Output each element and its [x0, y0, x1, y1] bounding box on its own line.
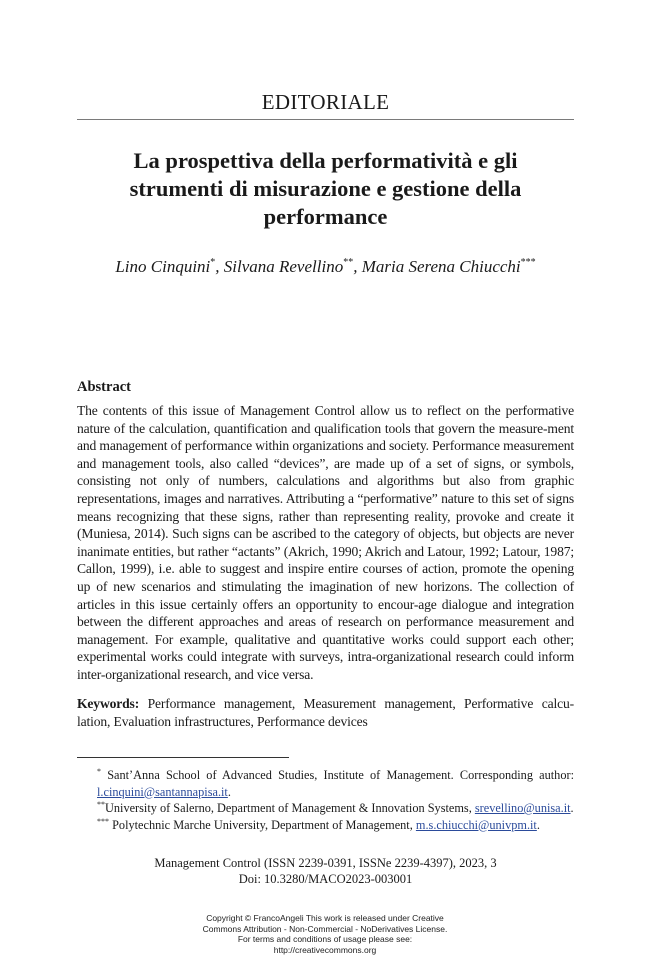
footnote-text: University of Salerno, Department of Management & Innovation Systems,: [105, 801, 472, 815]
abstract-body: The contents of this issue of Management Control allow us to reflect on the performative nature of the calculation, quantification and qualification tools that govern the measure-ment and management of performance within organizations and society. Performance measurement and management tools, also called “devices”, are made up of a set of signs, or symbols, consisting not only of numbers, calculations and algorithms but also from graphic representations, images and narratives. Attributing a “performative” nature to this set of signs means recognizing that these signs, rather than representing reality, provoke and create it (Muniesa, 2014). Such signs can be ascribed to the category of objects, but objects are never inanimate entities, but rather “actants” (Akrich, 1990; Akrich and Latour, 1992; Latour, 1987; Callon, 1999), i.e. able to suggest and inspire entire courses of action, promote the opening up of new scenarios and stimulating the imagination of new horizons. The collection of articles in this issue certainly offers an opportunity to encour-age dialogue and integration between the different approaches and areas of research on performance measurement and management. For example, qualitative and quantitative works could support each other; experimental works could integrate with surveys, intra-organizational research could inform inter-organizational research, and vice versa.: [77, 403, 574, 682]
footnote-text: Sant’Anna School of Advanced Studies, Institute of Management. Corresponding author:: [107, 768, 574, 782]
footnote-3: [77, 817, 574, 834]
abstract-heading: Abstract: [77, 379, 131, 395]
license-line: Copyright © FrancoAngeli This work is released under Creative: [206, 913, 444, 923]
license-notice: [150, 913, 500, 955]
section-heading: EDITORIALE: [261, 90, 390, 114]
email-link[interactable]: srevellino@unisa.it: [474, 801, 571, 815]
author-footnote-mark[interactable]: *: [210, 257, 216, 268]
footnote-period: .: [570, 801, 574, 815]
author-list: Lino Cinquini*, Silvana Revellino**, Maria Serena Chiucchi***: [115, 257, 536, 276]
license-line: Commons Attribution - Non-Commercial - NoDerivatives License.: [202, 923, 448, 934]
keywords-paragraph: [77, 695, 574, 731]
header-divider: [77, 119, 574, 120]
footnote-1: [77, 767, 574, 800]
license-url[interactable]: http://creativecommons.org: [273, 944, 377, 955]
email-link[interactable]: l.cinquini@santannapisa.it: [97, 784, 228, 799]
footnote-mark: ***: [97, 816, 109, 826]
author-name: Silvana Revellino: [223, 257, 344, 276]
footnote-text: Polytechnic Marche University, Department of Management,: [112, 817, 413, 832]
email-link[interactable]: m.s.chiucchi@univpm.it: [415, 817, 537, 832]
footnote-2: [77, 800, 574, 817]
footnote-mark: *: [97, 767, 101, 776]
footnote-period: .: [536, 817, 540, 832]
keywords-list: Performance management, Measurement management, Performative calcu-lation, Evaluation infrastructures, Performance devices: [77, 696, 575, 729]
author-footnote-mark[interactable]: **: [343, 257, 354, 268]
journal-info: Management Control (ISSN 2239-0391, ISSNe 2239-4397), 2023, 3: [154, 856, 497, 870]
license-line: For terms and conditions of usage please see:: [237, 934, 413, 944]
author-footnote-mark[interactable]: ***: [520, 257, 536, 268]
journal-citation: [77, 855, 574, 887]
author-name: Maria Serena Chiucchi: [361, 257, 521, 276]
article-title: La prospettiva della performatività e gli strumenti di misurazione e gestione della performance: [129, 148, 522, 229]
keywords-label: Keywords:: [77, 696, 140, 711]
footnote-divider: [77, 757, 289, 758]
footnotes: [77, 767, 574, 833]
footnote-period: .: [227, 784, 231, 799]
doi: Doi: 10.3280/MACO2023-003001: [238, 872, 413, 886]
author-name: Lino Cinquini: [115, 257, 211, 276]
footnote-mark: **: [97, 800, 105, 809]
